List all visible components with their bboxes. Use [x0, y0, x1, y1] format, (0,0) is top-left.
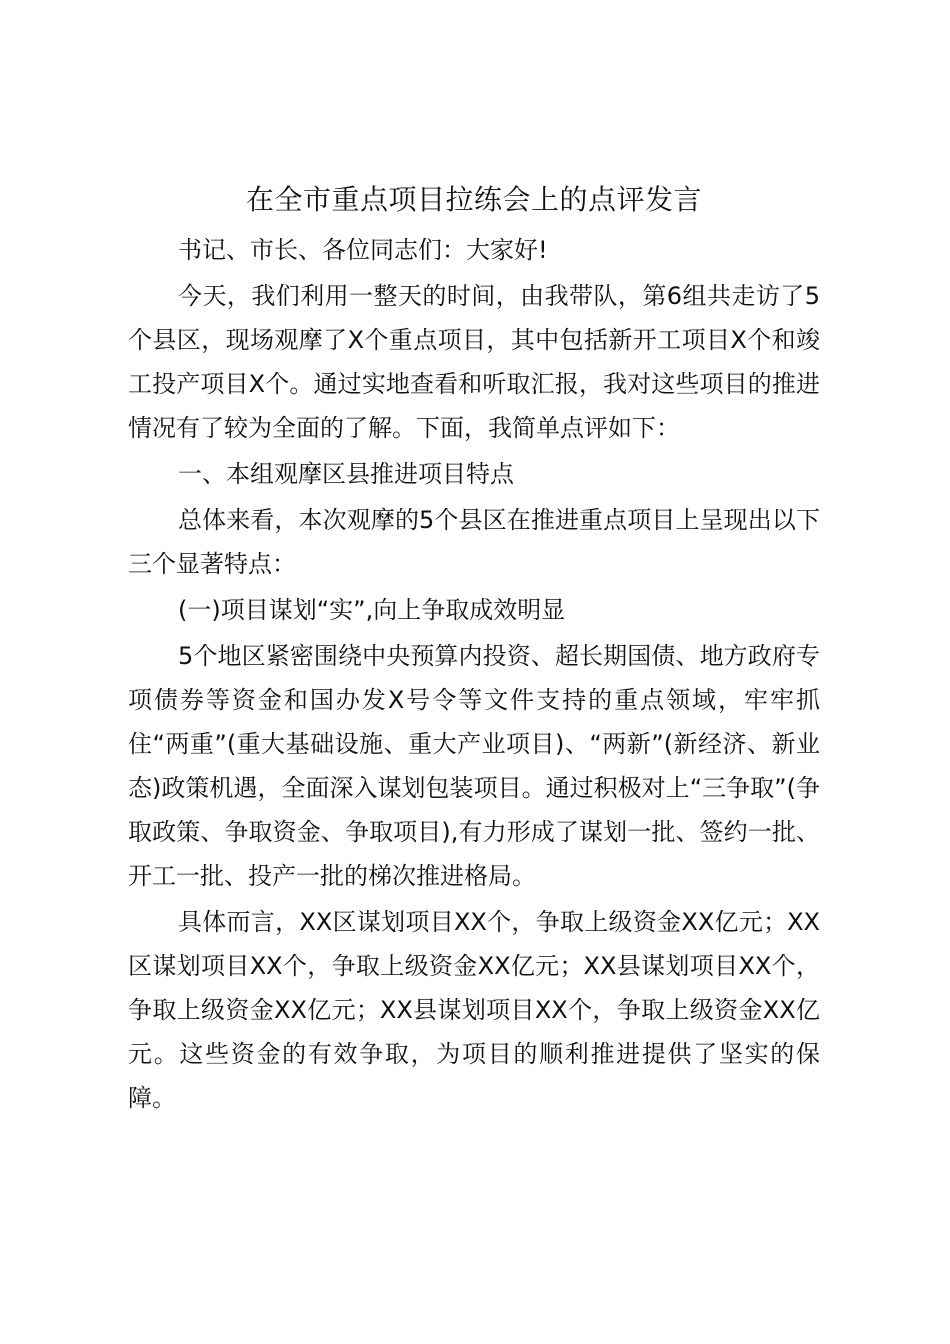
document-page	[128, 178, 820, 1120]
intro-paragraph: 今天，我们利用一整天的时间，由我带队，第6组共走访了5个县区，现场观摩了X个重点项目，其中包括新开工项目X个和竣工投产项目X个。通过实地查看和听取汇报，我对这些项目的推进情况有了较为全面的了解。下面，我简单点评如下：	[128, 282, 820, 442]
overview-paragraph: 总体来看，本次观摩的5个县区在推进重点项目上呈现出以下三个显著特点：	[128, 506, 820, 578]
greeting-paragraph: 书记、市长、各位同志们：大家好!	[178, 236, 548, 264]
detail-paragraph: 具体而言，XX区谋划项目XX个，争取上级资金XX亿元；XX区谋划项目XX个，争取上级资金XX亿元；XX县谋划项目XX个，争取上级资金XX亿元；XX县谋划项目XX个，争取上级资金XX亿元。这些资金的有效争取，为项目的顺利推进提供了坚实的保障。	[128, 908, 820, 1112]
section-heading-1: 一、本组观摩区县推进项目特点	[178, 460, 514, 488]
document-title: 在全市重点项目拉练会上的点评发言	[245, 183, 702, 216]
body-paragraph: 5个地区紧密围绕中央预算内投资、超长期国债、地方政府专项债券等资金和国办发X号令等文件支持的重点领域，牢牢抓住“两重”(重大基础设施、重大产业项目)、“两新”(新经济、新业态)政策机遇，全面深入谋划包装项目。通过积极对上“三争取”(争取政策、争取资金、争取项目),有力形成了谋划一批、签约一批、开工一批、投产一批的梯次推进格局。	[128, 642, 820, 890]
subsection-heading-1: (一)项目谋划“实”,向上争取成效明显	[178, 596, 566, 624]
